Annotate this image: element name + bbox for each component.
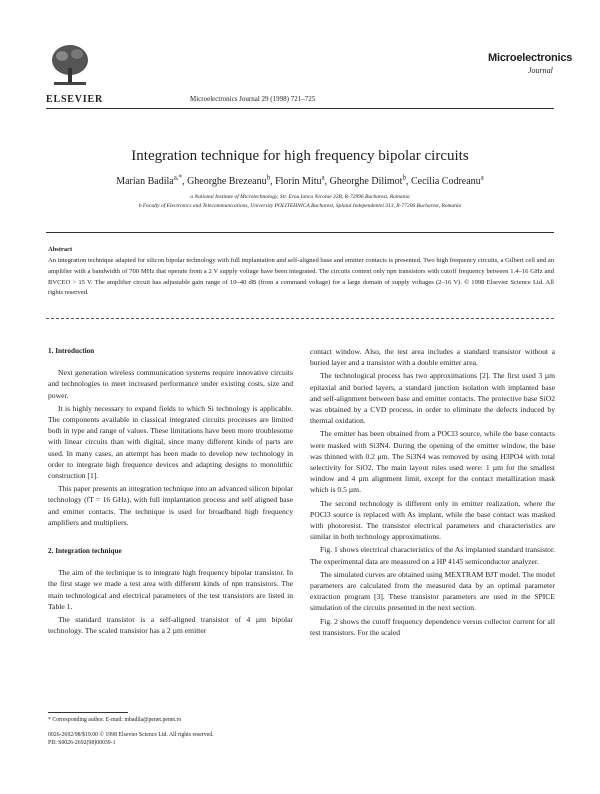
abstract-heading: Abstract xyxy=(48,246,73,253)
right-column xyxy=(310,346,555,640)
right-paragraph-1: contact window. Also, the test area includes a standard transistor without a buried layer and a transistor with a double emitter area. xyxy=(310,347,555,368)
author-list: Marian Badila$^{a,*}$, Gheorghe Brezeanu$^b$, Florin Mitu$^a$, Gheorghe Dilimot$^b$, Cecilia Codreanu$^a$ xyxy=(116,173,484,187)
header-rule xyxy=(46,108,554,109)
publisher-name: ELSEVIER xyxy=(46,94,103,105)
journal-name: Microelectronics xyxy=(488,52,573,64)
right-paragraph-5: Fig. 1 shows electrical characteristics of the As implanted standard transistor. The experimental data are measured on a HP 4145 semiconductor analyzer. xyxy=(310,545,555,566)
journal-subtitle: Journal xyxy=(528,66,553,75)
technique-paragraph-1: The aim of the technique is to integrate high frequency bipolar transistor. In the first stage we made a test area with different kinds of npn transistors. The main technological and electrical parameters of the test transistors are listed in Table 1. xyxy=(48,568,293,611)
corresponding-author-note: * Corresponding author. E-mail: mbadila@penet.penet.ro xyxy=(48,717,182,723)
intro-paragraph-1: Next generation wireless communication systems require innovative circuits and technologies to meet increased performance under existing costs, size and power. xyxy=(48,368,293,400)
right-paragraph-3: The emitter has been obtained from a POCl3 source, while the base contacts were masked with Si3N4. During the opening of the emitter window, the base was thinned with 0.2 µm. The Si3N4 was removed by using H3PO4 with total selectivity for SiO2. The main layout rules used were: 1 µm for the smallest window and 4 µm alignment limit, except for the contact metallization mask which is 0.5 µm. xyxy=(310,429,555,495)
intro-paragraph-2: It is highly necessary to expand fields to which Si technology is applicable. The components available in classical integrated circuits processes are limited both in type and range of values. These limitations have been more troublesome with linear circuits than with digital, since many different kinds of parts are used. In many cases, an attempt has been made to develop new technology in order to integrate high frequence devices and adapting designs to monolithic construction [1]. xyxy=(48,403,293,481)
pii-line: PII: S0026-2692(98)00039-1 xyxy=(48,740,116,746)
footnote xyxy=(48,716,298,748)
intro-paragraph-3: This paper presents an integration technique into an advanced silicon bipolar technology (fT = 16 GHz), with full implantation process and self aligned base and emitter contacts. The technique is used for broadband high frequency amplifiers and multipliers. xyxy=(48,484,293,527)
abstract-text: An integration technique adapted for silicon bipolar technology with full implantation and self-aligned base and emitter contacts is presented. Two high frequency circuits, a Gilbert cell and an amplifier with a bandwidth of 700 MHz that operate from a 2 V supply voltage have been integrated. The circuits content only npn transistors with cutoff frequency between 1.4–16 GHz and BVCEO > 15 V. The amplifier circuit has adjustable gain range of 10–40 dB (from a command voltage) for a large domain of supply voltages (2–16 V). © 1998 Elsevier Science Ltd. All rights reserved. xyxy=(48,257,554,297)
title-rule xyxy=(46,232,554,233)
journal-reference: Microelectronics Journal 29 (1998) 721–725 xyxy=(190,95,316,103)
paper-title: Integration technique for high frequency bipolar circuits xyxy=(131,148,469,164)
elsevier-tree-logo xyxy=(48,42,92,88)
copyright-line: 0026-2692/98/$19.00 © 1998 Elsevier Science Ltd. All rights reserved. xyxy=(48,731,214,738)
section-1-heading: 1. Introduction xyxy=(48,347,95,355)
right-paragraph-7: Fig. 2 shows the cutoff frequency dependence versus collector current for all test transistors. For the scaled xyxy=(310,616,555,637)
left-column xyxy=(48,346,293,638)
affiliation-a: a National Institute of Microtechnology, Str. Erou Iancu Nicolae 32B, R-72996 Bucharest, Romania xyxy=(190,194,410,200)
section-2-heading: 2. Integration technique xyxy=(48,547,122,556)
footnote-rule xyxy=(48,712,128,713)
right-paragraph-2: The technological process has two approximations [2]. The first used 3 µm epitaxial and buried layers, a standard junction isolation with implanted base and self-alignment between base and emitter contacts. The protective base SiO2 was obtained by a CVD process, in order to eliminate the defects induced by thermal oxidation. xyxy=(310,371,555,426)
technique-paragraph-2: The standard transistor is a self-aligned transistor of 4 µm bipolar technology. The scaled transistor has a 2 µm emitter xyxy=(48,615,293,636)
affiliation-b: b Faculty of Electronics and Telecommunications, University POLITEHNICA Bucharest, Splaiul Independentei 313, R-77206 Bucharest, Romania xyxy=(138,203,462,209)
right-paragraph-6: The simulated curves are obtained using MEXTRAM BJT model. The model parameters are calculated from the measured data by an optimal parameter extraction program [3]. These transistor parameters are used in the SPICE simulation of the circuits presented in the next section. xyxy=(310,569,555,613)
right-paragraph-4: The second technology is different only in emitter realization, where the POCl3 source is replaced with As implant, while the base contact was masked with photoresist. The transistor electrical parameters and characteristics are similar in both technology approximations. xyxy=(310,498,555,542)
abstract-rule xyxy=(46,318,554,319)
